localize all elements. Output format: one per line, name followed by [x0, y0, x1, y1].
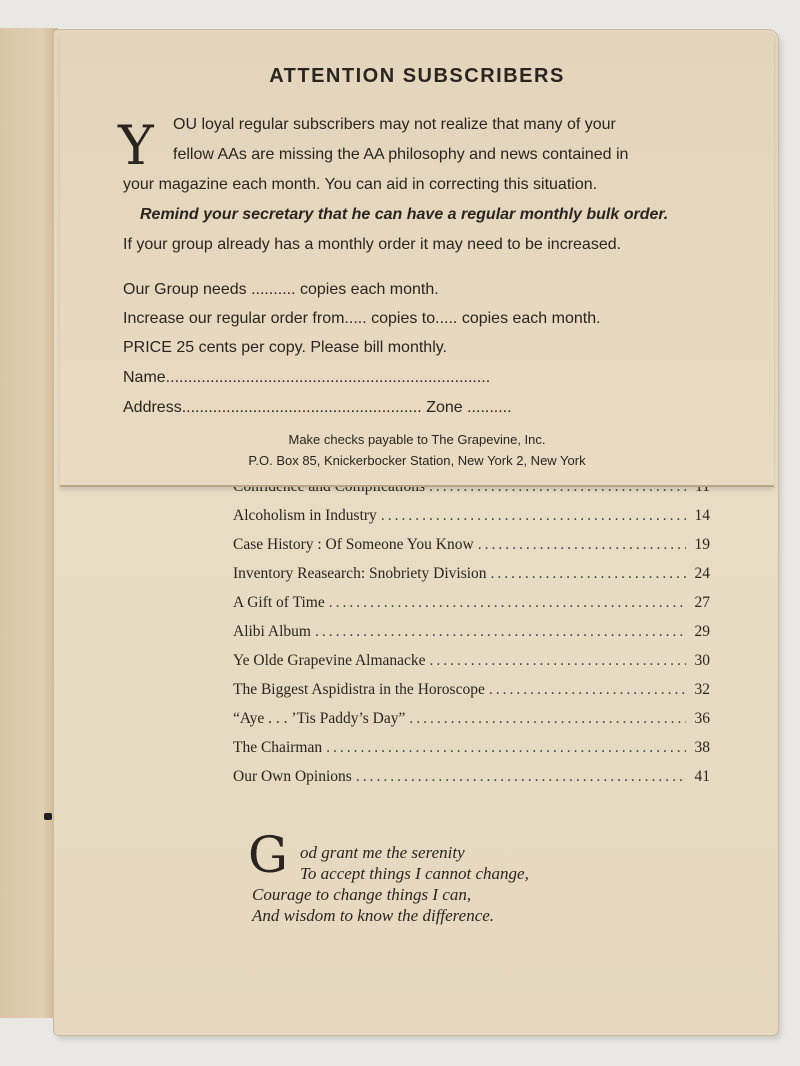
toc-page: 14 [694, 507, 710, 524]
toc-page: 32 [694, 681, 710, 698]
toc-leader [478, 536, 686, 554]
toc-entry [233, 681, 710, 703]
insert-title: ATTENTION SUBSCRIBERS [269, 65, 565, 87]
toc-title: The Chairman [233, 739, 323, 756]
toc-entry [233, 710, 710, 732]
toc-leader [315, 623, 686, 641]
insert-paragraph-line: fellow AAs are missing the AA philosophy and news contained in [173, 146, 629, 163]
toc-entry [233, 507, 710, 529]
toc-leader [356, 768, 686, 786]
prayer-line: Courage to change things I can, [252, 885, 472, 904]
mailing-address: P.O. Box 85, Knickerbocker Station, New York 2, New York [248, 453, 586, 468]
toc-title: “Aye . . . ’Tis Paddy’s Day” [233, 710, 406, 727]
toc-page: 27 [694, 594, 710, 611]
increase-order-field: Increase our regular order from..... copies to..... copies each month. [123, 310, 601, 327]
toc-page: 38 [694, 739, 710, 756]
toc-leader [326, 739, 686, 757]
insert-dropcap: Y [118, 114, 154, 177]
prayer-dropcap: G [248, 826, 288, 884]
insert-paragraph-line: your magazine each month. You can aid in correcting this situation. [123, 176, 598, 193]
payable-to: Make checks payable to The Grapevine, Inc. [288, 432, 546, 447]
toc-leader [329, 594, 686, 612]
toc-leader [491, 565, 686, 583]
insert-emphasis-line: Remind your secretary that he can have a regular monthly bulk order. [140, 206, 669, 223]
toc-entry [233, 565, 710, 587]
name-field: Name......................................................................... [123, 369, 491, 386]
toc-entry [233, 739, 710, 761]
toc-leader [409, 710, 686, 728]
subscription-insert [60, 33, 774, 487]
toc-entry [233, 623, 710, 645]
toc-title: Ye Olde Grapevine Almanacke [233, 652, 426, 669]
toc-page: 41 [694, 768, 710, 785]
toc-title: Case History : Of Someone You Know [233, 536, 474, 553]
toc-entry [233, 768, 710, 790]
toc-entry [233, 594, 710, 616]
insert-paragraph-line: If your group already has a monthly order it may need to be increased. [123, 236, 622, 253]
facing-page-edge [0, 28, 61, 1018]
toc-title: Alibi Album [233, 623, 311, 640]
group-needs-field: Our Group needs .......... copies each month. [123, 281, 439, 298]
toc-title: Alcoholism in Industry [233, 507, 377, 524]
toc-title: Inventory Reasearch: Snobriety Division [233, 565, 487, 582]
toc-page: 36 [694, 710, 710, 727]
toc-page: 30 [694, 652, 710, 669]
toc-leader [381, 507, 686, 525]
toc-title: Our Own Opinions [233, 768, 352, 785]
toc-title: A Gift of Time [233, 594, 325, 611]
toc-page: 19 [694, 536, 710, 553]
prayer-line: od grant me the serenity [300, 843, 465, 862]
toc-leader [430, 652, 686, 670]
toc-entry [233, 536, 710, 558]
prayer-line: To accept things I cannot change, [300, 864, 529, 883]
toc-page: 24 [694, 565, 710, 582]
toc-leader [489, 681, 686, 699]
binding-stitch [44, 813, 52, 820]
prayer-line: And wisdom to know the difference. [252, 906, 495, 925]
toc-entry [233, 652, 710, 674]
price-line: PRICE 25 cents per copy. Please bill monthly. [123, 339, 447, 356]
toc-title: The Biggest Aspidistra in the Horoscope [233, 681, 485, 698]
insert-paragraph-line: OU loyal regular subscribers may not realize that many of your [173, 116, 616, 133]
address-field: Address...................................................... Zone .......... [123, 399, 512, 416]
toc-page: 29 [694, 623, 710, 640]
